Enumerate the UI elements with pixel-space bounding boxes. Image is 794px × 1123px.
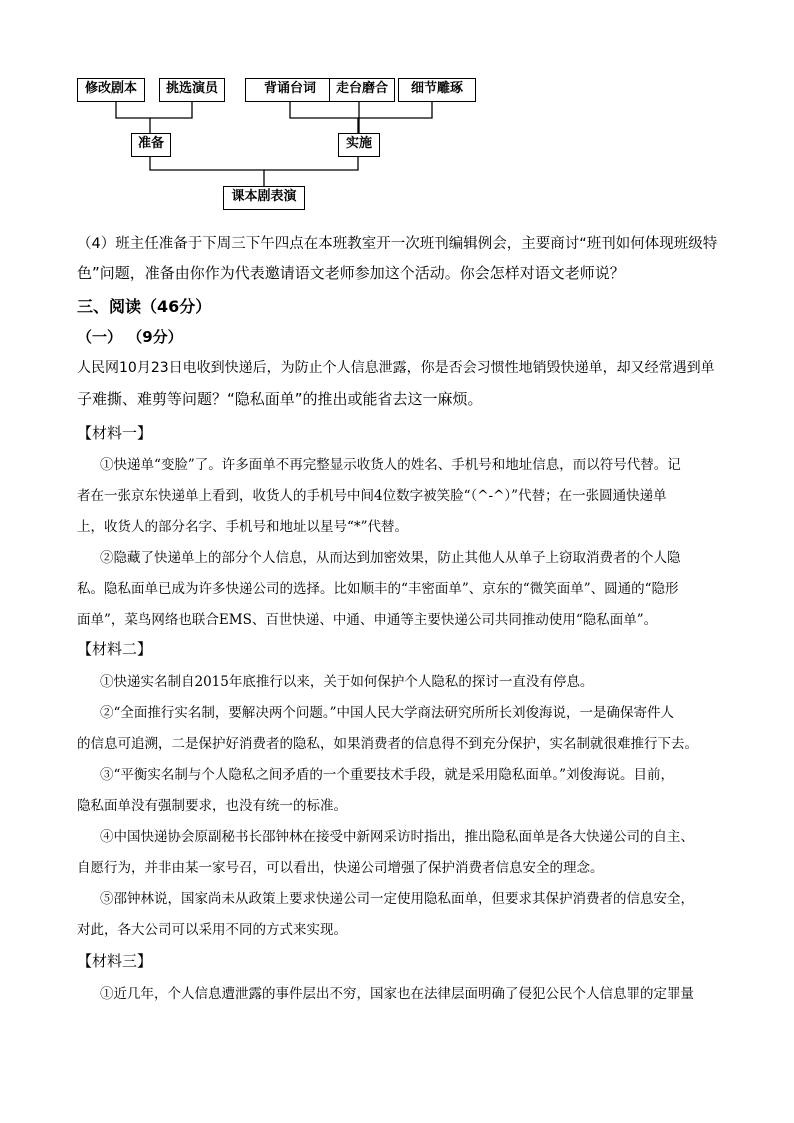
material2-p4-line1: ④中国快递协会原副秘书长邵钟林在接受中新网采访时指出，推出隐私面单是各大快递公司的自主、 [100, 829, 694, 845]
box-memorize-lines: 背诵台词 [245, 78, 335, 102]
box-polish-details: 细节雕琢 [398, 78, 476, 102]
material2-p2-line2: 的信息可追溯，二是保护好消费者的隐私，如果消费者的信息得不到充分保护，实名制就很难推行下去。 [77, 736, 698, 752]
intro-line2: 子难撕、难剪等问题？“隐私面单”的推出或能省去这一麻烦。 [77, 390, 483, 408]
material1-p2-line2: 私。隐私面单已成为许多快递公司的选择。比如顺丰的“丰密面单”、京东的“微笑面单”、圆通的“隐形 [77, 581, 679, 597]
box-rehearse: 走台磨合 [329, 78, 395, 102]
box-implement: 实施 [338, 133, 380, 157]
material2-p5-line1: ⑤邵钟林说，国家尚未从政策上要求快递公司一定使用隐私面单，但要求其保护消费者的信息安全， [100, 891, 694, 907]
material2-p3-line1: ③“平衡实名制与个人隐私之间矛盾的一个重要技术手段，就是采用隐私面单。”刘俊海说。目前， [100, 767, 675, 783]
material3-heading: 【材料三】 [77, 952, 153, 970]
diagram-connector-lines [0, 0, 794, 230]
connector-select-to-prepare [150, 101, 192, 118]
intro-line1: 人民网10月23日电收到快递后，为防止个人信息泄露，你是否会习惯性地销毁快递单，却又经常遇到单 [77, 360, 715, 376]
box-prepare: 准备 [131, 133, 171, 157]
material1-p1-line1: ①快递单“变脸”了。许多面单不再完整显示收货人的姓名、手机号和地址信息，而以符号代替。记 [100, 457, 681, 473]
connector-implement-to-performance [264, 156, 358, 170]
box-select-actors: 挑选演员 [159, 78, 225, 102]
connector-memorize-to-implement [290, 101, 358, 134]
material2-p1: ①快递实名制自2015年底推行以来，关于如何保护个人隐私的探讨一直没有停息。 [100, 674, 594, 690]
question4-line1: （4）班主任准备于下周三下午四点在本班教室开一次班刊编辑例会，主要商讨“班刊如何体现班级特 [77, 236, 718, 252]
material1-p2-line3: 面单”，菜鸟网络也联合EMS、百世快递、中通、申通等主要快递公司共同推动使用“隐私面单”。 [77, 612, 658, 628]
material3-p1-line1: ①近几年，个人信息遭泄露的事件层出不穷，国家也在法律层面明确了侵犯公民个人信息罪的定罪量 [100, 986, 694, 1002]
material2-p4-line2: 自愿行为，并非由某一家号召，可以看出，快递公司增强了保护消费者信息安全的理念。 [77, 860, 604, 876]
material2-p5-line2: 对此，各大公司可以采用不同的方式来实现。 [77, 922, 347, 938]
material1-p1-line2: 者在一张京东快递单上看到，收货人的手机号中间4位数字被笑脸“（^-^）”代替；在一张圆通快递单 [77, 488, 667, 504]
material1-heading: 【材料一】 [77, 424, 153, 442]
material1-p1-line3: 上，收货人的部分名字、手机号和地址以星号“*”代替。 [77, 519, 409, 535]
section3-part1: （一） （9分） [77, 328, 183, 346]
connector-polish-to-implement [358, 101, 432, 118]
connector-revise-to-prepare [116, 101, 150, 134]
material2-p2-line1: ②“全面推行实名制，要解决两个问题。”中国人民大学商法研究所所长刘俊海说，一是确保寄件人 [100, 705, 675, 721]
material2-p3-line2: 隐私面单没有强制要求，也没有统一的标准。 [77, 798, 347, 814]
question4-line2: 色”问题，准备由你作为代表邀请语文老师参加这个活动。你会怎样对语文老师说？ [77, 264, 625, 282]
section3-heading: 三、阅读（46分） [77, 297, 212, 316]
material2-heading: 【材料二】 [77, 640, 153, 658]
connector-prepare-to-performance [150, 156, 264, 186]
box-revise-script: 修改剧本 [77, 78, 145, 102]
material1-p2-line1: ②隐藏了快递单上的部分个人信息，从而达到加密效果，防止其他人从单子上窃取消费者的个人隐 [100, 550, 681, 566]
box-performance: 课本剧表演 [223, 186, 305, 210]
